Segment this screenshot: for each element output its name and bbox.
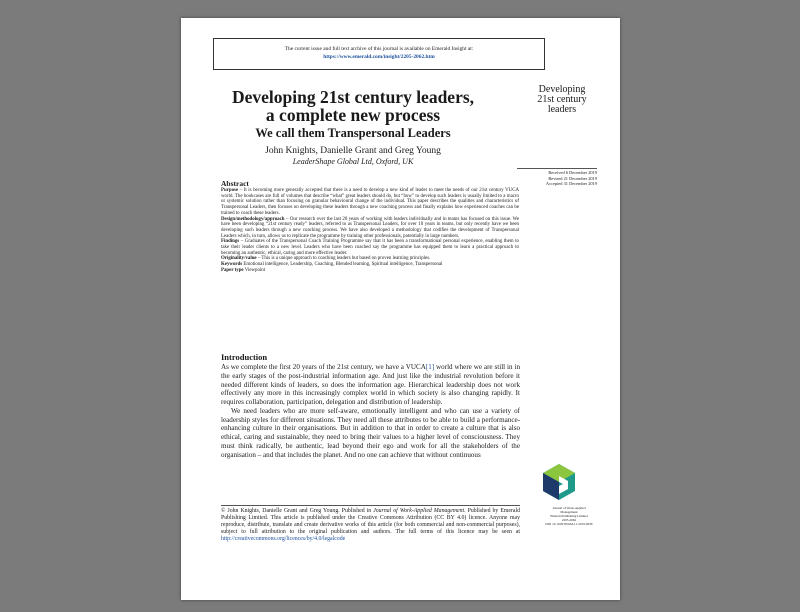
journal-url-link[interactable]: https://www.emerald.com/insight/2205-2062.htm [323,54,435,60]
article-dates [517,168,597,187]
running-title-line-1: Developing [538,84,586,95]
originality-text: – This is a unique approach to coaching leaders but based on proven learning principles. [256,256,431,262]
article-authors: John Knights, Danielle Grant and Greg Young [265,146,441,156]
intro-p1-end: world where we are still in in the early stages of the post-industrial information age. And just like the industrial revolution before it needed different kinds of leaders, so does the information age. Hierarchical leadership does not work effectively any more in this increasingly complex world in which society is also changing rapidly. It requires collaboration, participation, delegation and distribution of leadership. [221,363,520,406]
journal-info-doi: DOI 10.1108/JWAM-11-2019-0036 [545,522,593,526]
article-title-line-2: a complete new process [265,105,441,125]
abstract-body [221,188,519,274]
article-title-line-1: Developing 21st century leaders, [231,87,475,107]
abstract-purpose [221,188,519,217]
abstract-design [221,217,519,240]
revised-date: Revised 21 December 2019 [548,175,597,181]
article-title [195,88,511,124]
license-footnote [221,508,520,543]
footnote-divider [221,505,520,506]
journal-info-line-1: Journal of Work-Applied [552,506,586,510]
running-title [517,85,607,115]
introduction-heading: Introduction [221,352,268,362]
introduction-body [221,363,520,459]
design-text: – Our research over the last 20 years of working with leaders individually and in teams has focused on this issue. We have been developing “21st century ready” leaders, referred to as Transpersonal Leaders, for over 10 years in teams, but only recently have we been developing such leaders through a new coaching process. We have also developed a methodology that codifies the development of Transpersonal Leaders which, in turn, allows us to replicate the programme by training other professionals, potentially in large numbers. [221,216,519,239]
accepted-date: Accepted 31 December 2019 [545,181,597,186]
intro-paragraph-1 [221,363,520,407]
license-text-middle: . Published by Emerald Publishing Limited. This article is published under the Creative Commons Attribution (CC BY 4.0) licence. Anyone may reproduce, distribute, translate and create derivative works of this article (for both commercial and non-commercial purposes), subject to full attribution to the original publication and authors. The full terms of this licence may be seen at [221,508,520,535]
access-notice-box [213,38,545,70]
purpose-label: Purpose [221,188,239,193]
journal-info-line-4: 2205-2062 [561,518,577,522]
intro-p1-start: As we complete the first 20 years of the 21st century, we have a VUCA [221,363,426,371]
paper-type-label: Paper type [221,267,244,273]
author-affiliation: LeaderShape Global Ltd, Oxford, UK [292,157,414,166]
purpose-text: – It is becoming more generally accepted that there is a need to develop a new kind of leader to meet the needs of our 21st century VUCA world. The bookcases are full of volumes that describe “what” great leaders should do, but “how” to develop such leaders is usually limited to a macro or systemic solution rather than focusing on granular behavioural change of the individual. This paper describes the qualities and characteristics of Transpersonal Leaders, then focuses on developing these leaders through a new coaching process and finally explains how experienced coaches can be trained to coach these leaders. [221,188,519,216]
abstract-findings [221,239,519,256]
received-date: Received 6 December 2019 [548,170,597,175]
license-text-start: © John Knights, Danielle Grant and Greg Young. Published in [221,508,374,514]
journal-info-line-3: Emerald Publishing Limited [550,514,588,518]
keywords-text: Emotional intelligence, Leadership, Coaching, Blended learning, Spiritual intelligence, Transpersonal [242,262,443,268]
pdf-page [181,18,620,600]
paper-type-text: Viewpoint [243,267,266,273]
journal-name-italic: Journal of Work-Applied Management [373,508,465,514]
originality-label: Originality/value [221,256,257,262]
findings-label: Findings [221,239,240,245]
running-title-line-2: 21st century [537,94,587,105]
keywords-label: Keywords [221,262,243,268]
journal-info-line-2: Management [560,510,578,514]
findings-text: – Graduates of the Transpersonal Coach Training Programme say that it has been a transformational personal experience, enabling them to take their leader clients to a new level. Leaders who have been coached say the programme has equipped them to learn a practical approach to becoming an authentic, ethical, caring and more effective leader. [221,239,519,256]
running-title-line-3: leaders [547,104,577,115]
dates-divider [517,168,597,169]
access-notice-text: The current issue and full text archive of this journal is available on Emerald Insight at: [284,46,474,52]
abstract-paper-type [221,268,519,274]
footnote-ref-link[interactable]: [1] [425,363,435,371]
license-url-link[interactable]: http://creativecommons.org/licences/by/4.0/legalcode [221,536,346,542]
article-subtitle: We call them Transpersonal Leaders [255,126,451,140]
journal-info [531,506,607,526]
journal-logo-icon [541,462,577,502]
design-label: Design/methodology/approach [221,216,285,222]
intro-paragraph-2: We need leaders who are more self-aware, emotionally intelligent and who can use a variety of leadership styles for different situations. They need all these attributes to be able to build a performance-enhancing culture in their organisations. But in addition to that in order to create a culture that is also ethical, caring and sustainable, they need to bring their values to a higher level of consciousness. They must think radically, be authentic, lead beyond their ego and work for all the stakeholders of the organisation – and that includes the planet. And no one can achieve that without continuous [221,406,520,459]
abstract-heading: Abstract [221,179,249,188]
